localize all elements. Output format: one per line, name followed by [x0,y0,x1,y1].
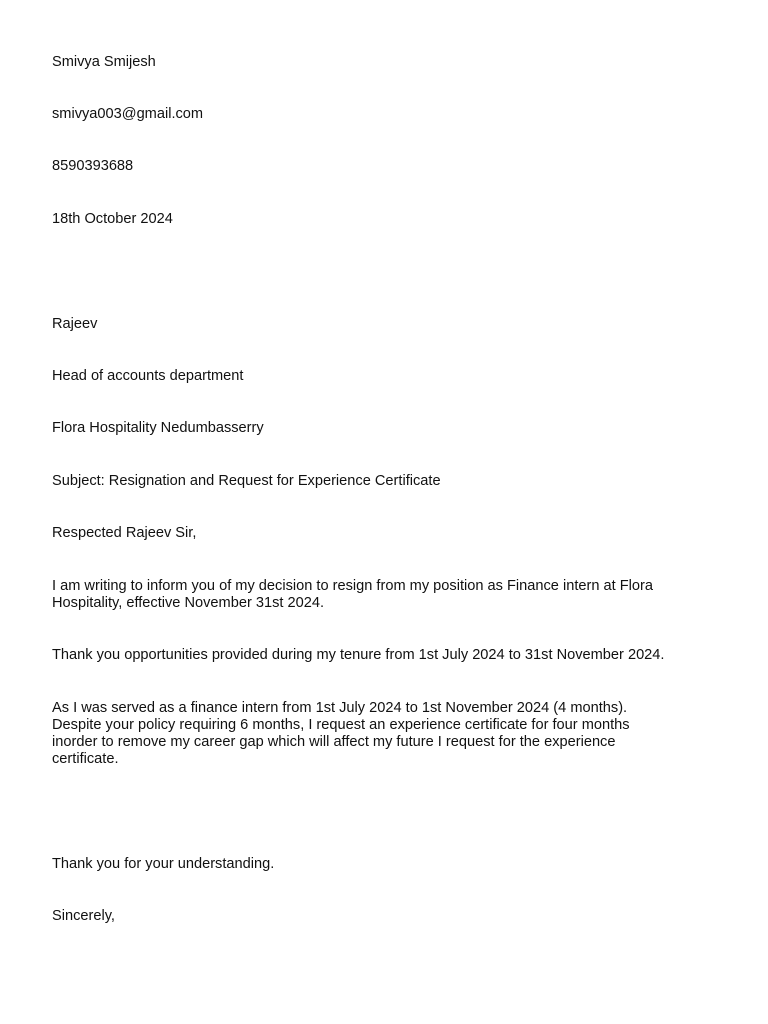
closing-thanks: Thank you for your understanding. [52,856,275,872]
recipient-name: Rajeev [52,316,98,332]
closing-signoff: Sincerely, [52,908,115,924]
sender-phone: 8590393688 [52,158,134,174]
body-paragraph-certificate-request: As I was served as a finance intern from 1st July 2024 to 1st November 2024 (4 months). Despite your policy requiring 6 months, I request an experience certificate for four months inorder to remove my career gap which will affect my future I request for the experience certificate. [52,700,630,767]
salutation: Respected Rajeev Sir, [52,525,197,541]
letter-date: 18th October 2024 [52,211,173,227]
recipient-organization: Flora Hospitality Nedumbasserry [52,420,264,436]
recipient-title: Head of accounts department [52,368,244,384]
sender-email: smivya003@gmail.com [52,106,204,122]
body-paragraph-thanks: Thank you opportunities provided during my tenure from 1st July 2024 to 31st November 2024. [52,647,665,663]
body-paragraph-resignation: I am writing to inform you of my decision to resign from my position as Finance intern at Flora Hospitality, effective November 31st 2024. [52,578,654,611]
sender-name: Smivya Smijesh [52,54,156,70]
letter-subject: Subject: Resignation and Request for Experience Certificate [52,473,441,489]
